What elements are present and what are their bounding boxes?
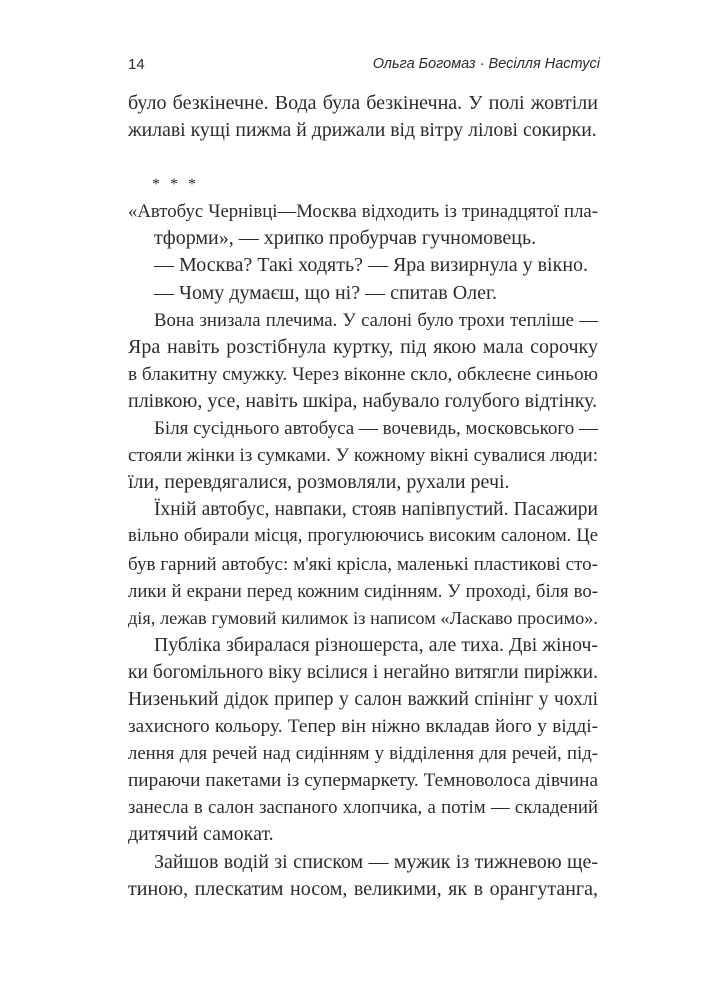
text-line: було безкінечне. Вода була безкінечна. У полі жовтіли (128, 92, 598, 114)
text-line: пираючи пакетами із супермаркету. Темноволоса дівчина (128, 770, 598, 792)
running-head: Ольга Богомаз · Весілля Настусі (372, 56, 600, 72)
text-line: тформи», — хрипко пробурчав гучномовець. (154, 227, 537, 250)
text-line: лики й екрани перед кожним сидінням. У проході, біля во- (128, 580, 598, 602)
text-line: Їхній автобус, навпаки, стояв напівпустий. Пасажири (154, 499, 598, 521)
text-line: дія, лежав гумовий килимок із написом «Ласкаво просимо». (128, 607, 598, 628)
text-line: дитячий самокат. (128, 823, 274, 846)
text-line: «Автобус Чернівці—Москва відходить із тринадцятої пла- (128, 201, 598, 223)
text-line: — Москва? Такі ходять? — Яра визирнула у вікно. (154, 254, 589, 277)
body-text (128, 90, 598, 903)
text-line: лення для речей над сидінням у відділення для речей, під- (128, 743, 598, 765)
page-header (128, 56, 600, 76)
text-line: Зайшов водій зі списком — мужик із тижневою ще- (154, 850, 598, 873)
text-line: Біля сусіднього автобуса — вочевидь, московського — (154, 418, 598, 440)
section-separator: * * * (152, 176, 199, 194)
text-line: ки богомільного віку всілися і негайно витягли пиріжки. (128, 661, 598, 683)
text-line: був гарний автобус: м'які крісла, маленькі пластикові сто- (128, 553, 598, 575)
text-line: — Чому думаєш, що ні? — спитав Олег. (154, 281, 497, 304)
text-line: Вона знизала плечима. У салоні було трохи тепліше — (154, 309, 598, 331)
text-line: Яра навіть розстібнула куртку, під якою мала сорочку (128, 335, 598, 358)
text-line: в блакитну смужку. Через віконне скло, обклеєне синьою (128, 363, 598, 385)
text-line: жилаві кущі пижма й дрижали від вітру лілові сокирки. (128, 119, 597, 142)
text-line: їли, перевдягалися, розмовляли, рухали речі. (128, 471, 510, 494)
section-gap (128, 144, 598, 171)
text-line: плівкою, усе, навіть шкіра, набувало голубого відтінку. (128, 389, 598, 412)
text-line: захисного кольору. Тепер він ніжно вкладав його у відді- (128, 716, 598, 738)
text-line: тиною, плескатим носом, великими, як в орангутанга, (128, 877, 598, 900)
page-number: 14 (128, 56, 145, 73)
text-line: вільно обирали місця, прогулюючись високим салоном. Це (128, 526, 598, 547)
text-line: Низенький дідок припер у салон важкий спінінг у чохлі (128, 688, 598, 710)
text-line: занесла в салон заспаного хлопчика, а потім — складений (128, 797, 598, 819)
text-line: Публіка збиралася різношерста, але тиха. Дві жіноч- (154, 633, 598, 656)
text-line: стояли жінки із сумками. У кожному вікні сувалися люди: (128, 445, 598, 467)
